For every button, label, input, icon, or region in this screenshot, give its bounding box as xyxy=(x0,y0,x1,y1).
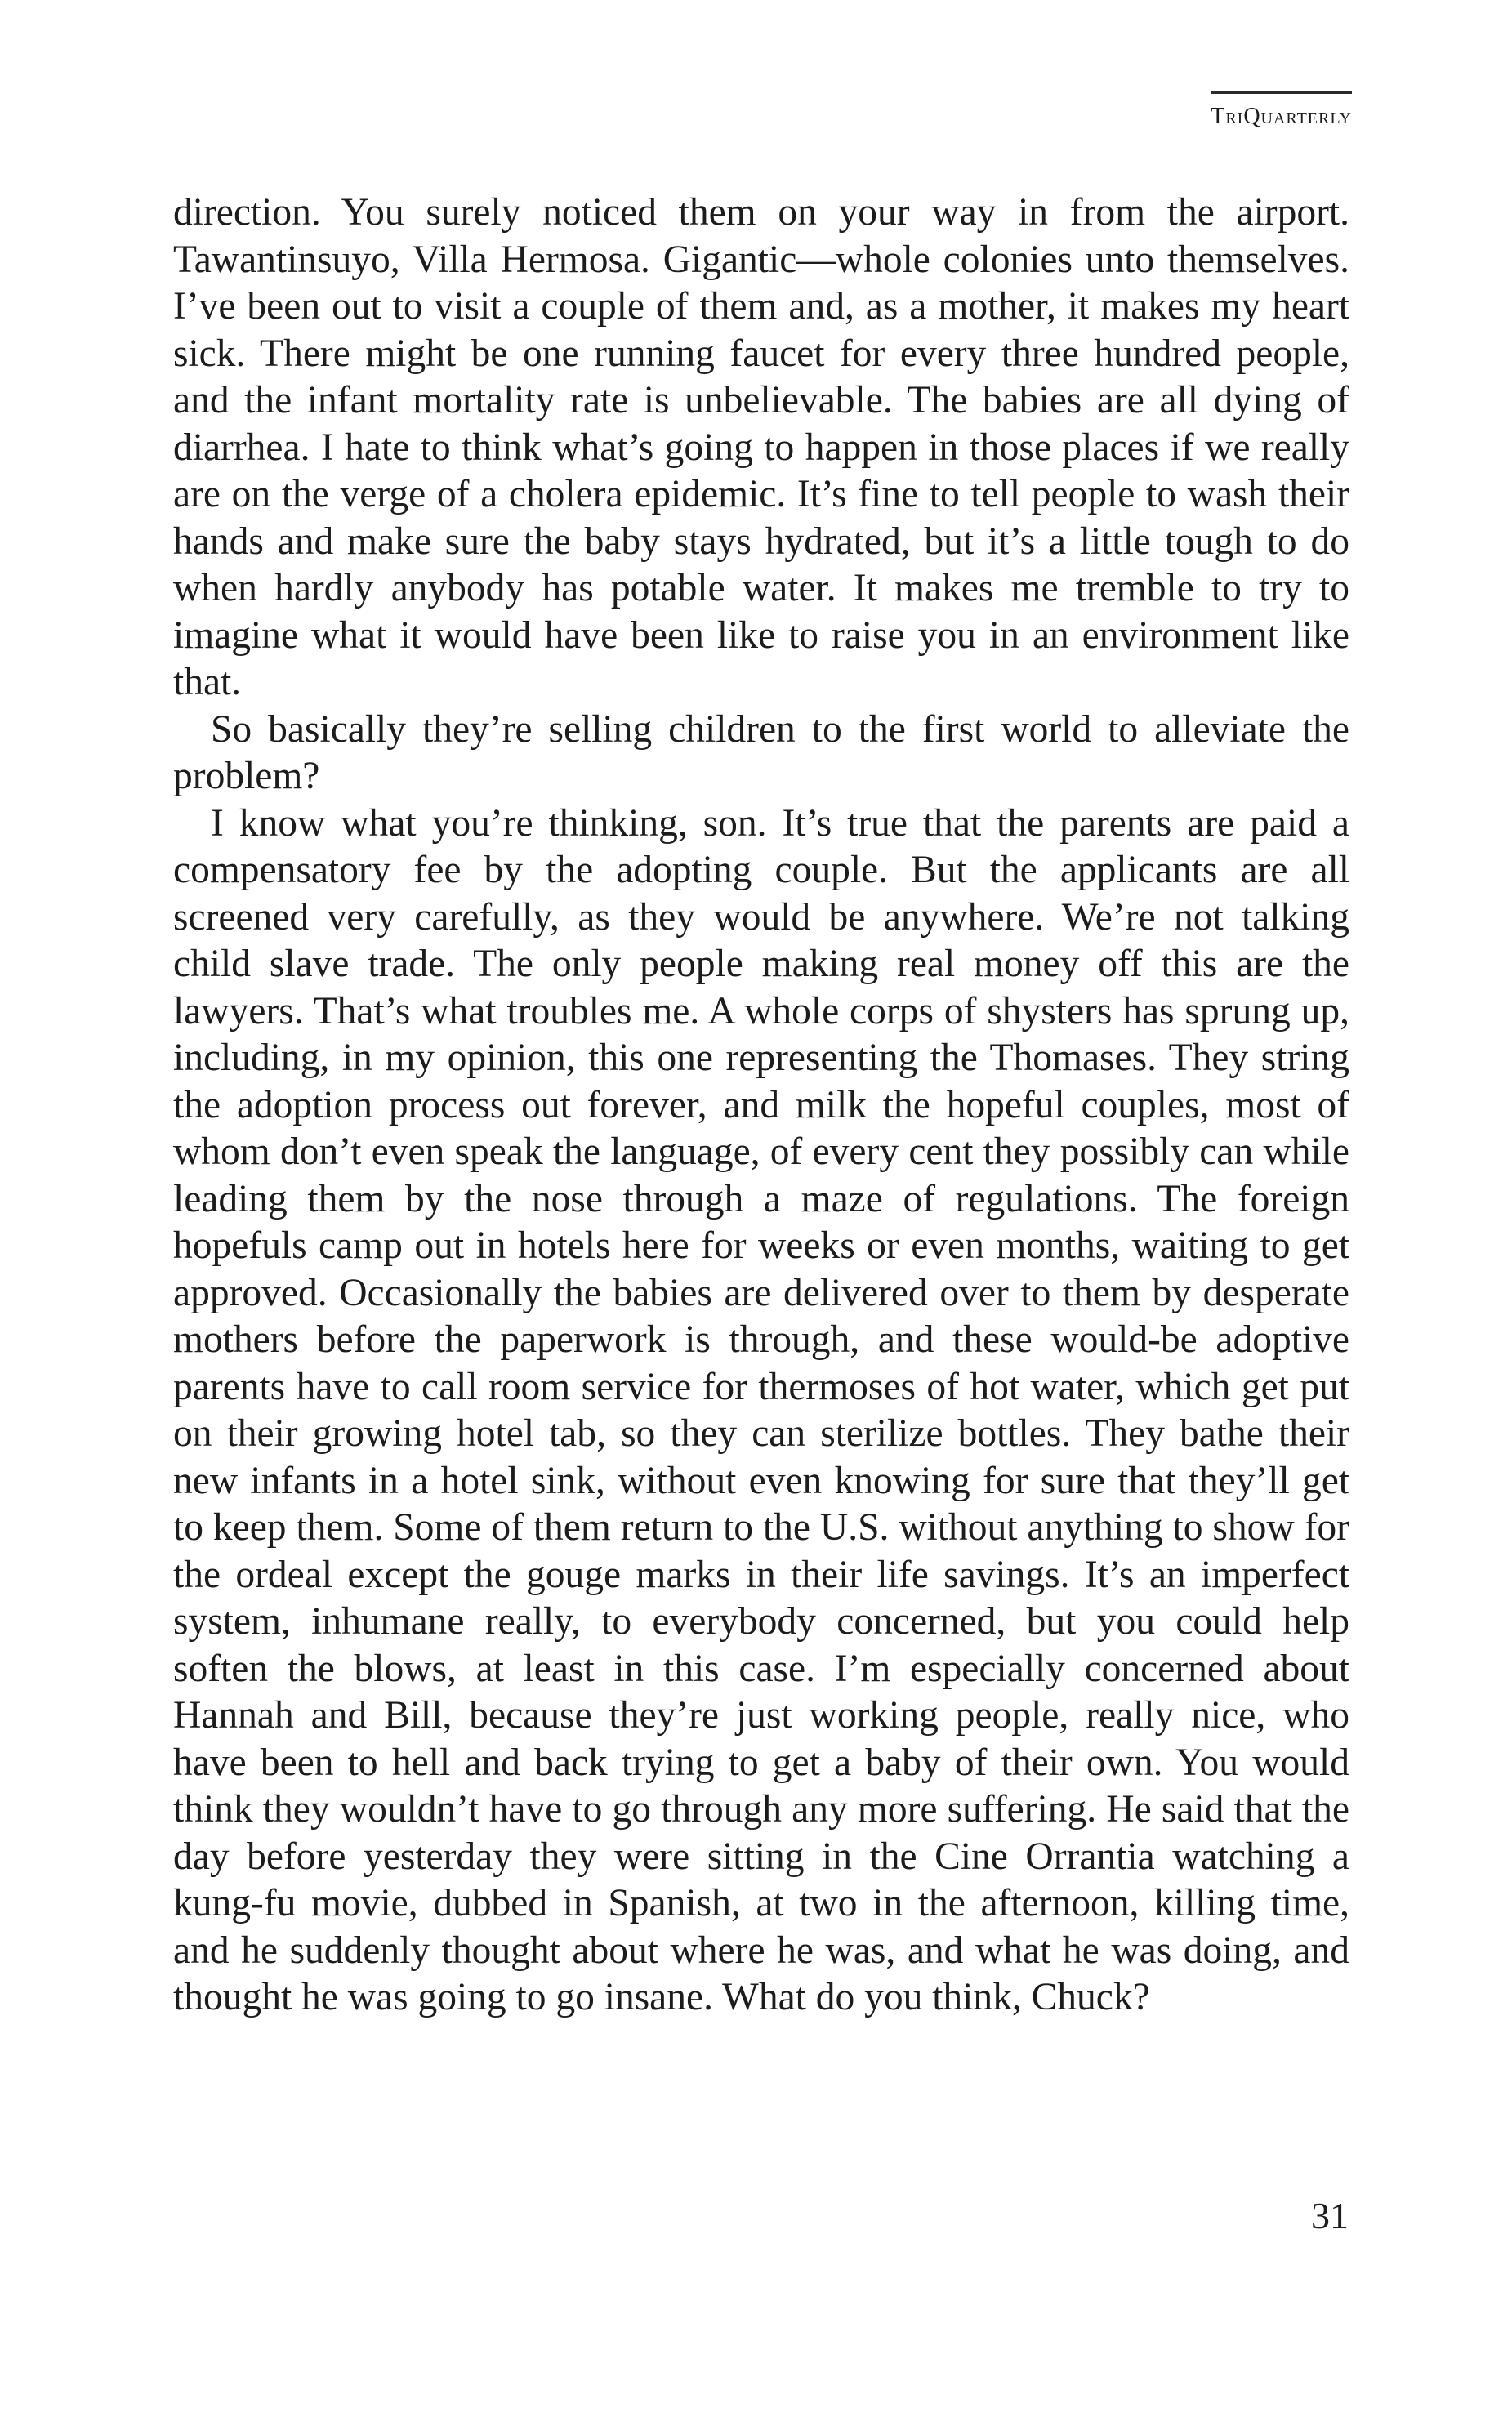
paragraph-continued: direction. You surely noticed them on your way in from the airport. Tawantinsuyo, Villa Hermosa. Gigantic—whole colonies unto themselves. I’ve been out to visit a couple of them and, as a mother, it makes my heart sick. There might be one running faucet for every three hundred people, and the infant mortality rate is unbelievable. The babies are all dying of diarrhea. I hate to think what’s going to happen in those places if we really are on the verge of a cholera epidemic. It’s fine to tell people to wash their hands and make sure the baby stays hydrated, but it’s a little tough to do when hardly anybody has potable water. It makes me tremble to try to imagine what it would have been like to raise you in an environment like that. xyxy=(173,191,1349,703)
paragraph-mother-reply: I know what you’re thinking, son. It’s true that the parents are paid a compensatory fee by the adopting couple. But the applicants are all screened very carefully, as they would be anywhere. We’re not talking child slave trade. The only people making real money off this are the lawyers. That’s what troubles me. A whole corps of shysters has sprung up, including, in my opinion, this one representing the Thomases. They string the adoption process out forever, and milk the hopeful couples, most of whom don’t even speak the language, of every cent they possibly can while leading them by the nose through a maze of regulations. The foreign hopefuls camp out in hotels here for weeks or even months, waiting to get approved. Occasionally the babies are delivered over to them by desperate mothers before the paperwork is through, and these would-be adoptive parents have to call room service for thermoses of hot water, which get put on their growing hotel tab, so they can sterilize bottles. They bathe their new infants in a hotel sink, without even knowing for sure that they’ll get to keep them. Some of them return to the U.S. without anything to show for the ordeal except the gouge marks in their life savings. It’s an imperfect system, inhumane really, to everybody concerned, but you could help soften the blows, at least in this case. I’m especially concerned about Hannah and Bill, because they’re just working people, really nice, who have been to hell and back trying to get a baby of their own. You would think they wouldn’t have to go through any more suffering. He said that the day before yesterday they were sitting in the Cine Orrantia watching a kung-fu movie, dubbed in Spanish, at two in the afternoon, killing time, and he suddenly thought about where he was, and what he was doing, and thought he was going to go insane. What do you think, Chuck? xyxy=(173,801,1349,2018)
page-number: 31 xyxy=(1311,2195,1349,2236)
body-text xyxy=(173,190,1349,2022)
running-head-journal-title: TriQuarterly xyxy=(1211,91,1352,128)
paragraph-question: So basically they’re selling children to the first world to alleviate the problem? xyxy=(173,707,1349,797)
